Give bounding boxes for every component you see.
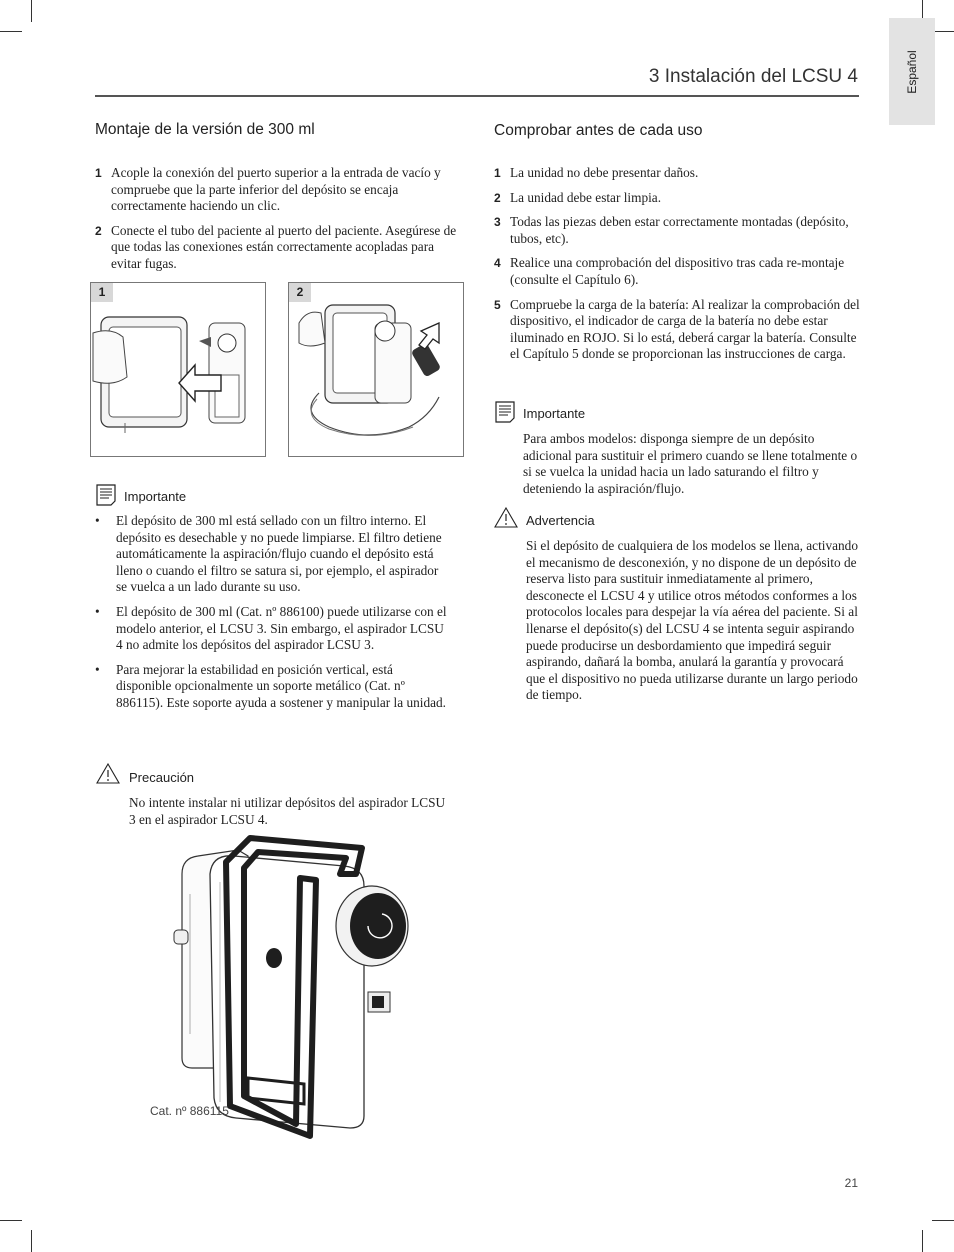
crop-mark xyxy=(31,0,32,22)
step-text: Conecte el tubo del paciente al puerto del paciente. Asegúrese de que todas las conexiones están correctamente acopladas para evitar fugas. xyxy=(111,222,457,271)
bullet-text: El depósito de 300 ml (Cat. nº 886100) puede utilizarse con el modelo anterior, el LCSU 3. Sin embargo, el aspirador LCSU 4 no admite los depósitos del aspirador LCSU 3. xyxy=(116,603,447,653)
caution-text: No intente instalar ni utilizar depósitos del aspirador LCSU 3 en el aspirador LCSU 4. xyxy=(129,795,446,827)
step-item xyxy=(95,165,463,215)
step-item xyxy=(95,223,463,273)
device-stand-illustration xyxy=(160,834,420,1140)
crop-mark xyxy=(31,1230,32,1252)
figure-2 xyxy=(288,282,464,457)
header-rule xyxy=(95,95,859,97)
step-number: 2 xyxy=(95,223,102,238)
figure-2-illustration xyxy=(289,283,463,456)
important-text: Para ambos modelos: disponga siempre de un depósito adicional para sustituir el primero cuando se llene totalmente o si se vuelca la unidad hacia un lado saturando el filtro y deteniendo la aspiración/flujo. xyxy=(523,431,858,496)
warning-label: Advertencia xyxy=(526,513,595,528)
crop-mark xyxy=(0,31,22,32)
crop-mark xyxy=(932,1220,954,1221)
step-text: La unidad debe estar limpia. xyxy=(510,189,662,205)
caution-label: Precaución xyxy=(129,770,195,785)
note-icon xyxy=(494,401,516,423)
bullet-text: Para mejorar la estabilidad en posición vertical, está disponible opcionalmente un soporte metálico (Cat. nº 886115). Este soporte ayuda a sostener y manipular la unidad. xyxy=(116,661,446,710)
step-number: 2 xyxy=(494,190,501,205)
crop-mark xyxy=(922,1230,923,1252)
page-number: 21 xyxy=(844,1176,858,1190)
step-number: 4 xyxy=(494,256,501,271)
important-label: Importante xyxy=(523,406,586,421)
crop-mark xyxy=(932,31,954,32)
step-text: Todas las piezas deben estar correctamente montadas (depósito, tubos, etc). xyxy=(510,214,849,246)
figure-2-tag: 2 xyxy=(289,283,311,302)
step-text: Acople la conexión del puerto superior a la entrada de vacío y compruebe que la parte inferior del depósito se encaja correctamente haciendo un clic. xyxy=(111,165,441,214)
step-item xyxy=(494,165,862,182)
important-bullets xyxy=(95,513,447,720)
right-heading: Comprobar antes de cada uso xyxy=(494,122,703,139)
important-label: Importante xyxy=(124,489,187,504)
step-text: Compruebe la carga de la batería: Al realizar la comprobación del dispositivo, el indicador de carga de la batería no debe estar iluminado en ROJO. Si lo está, deberá cargar la batería. Consulte el Capítulo 5 donde se proporcionan las instrucciones de carga. xyxy=(510,296,860,362)
note-icon xyxy=(95,484,117,506)
figure-1-tag: 1 xyxy=(91,283,113,302)
warning-text: Si el depósito de cualquiera de los modelos se llena, activando el mecanismo de desconexión, y no dispone de un depósito de reserva listo para sustituir inmediatamente al primero, desconecte el LCSU 4 y utilice otros métodos conformes a los protocolos locales para despejar la vía aérea del paciente. Si al llenarse el depósito(s) del LCSU 4 se intenta seguir aspirando puede producirse un desbordamiento que impedirá seguir aspirando, dañará la bomba, anulará la garantía y provocará que el dispositivo no pueda utilizarse durante un largo periodo de tiempo. xyxy=(526,538,858,703)
language-tab xyxy=(889,18,935,125)
step-text: La unidad no debe presentar daños. xyxy=(510,165,699,180)
step-number: 5 xyxy=(494,297,501,312)
figure-1-illustration xyxy=(91,283,265,456)
assembly-steps xyxy=(95,165,463,281)
bullet-item: • Para mejorar la estabilidad en posición vertical, está disponible opcionalmente un soporte metálico (Cat. nº 886115). Este soporte ayuda a sostener y manipular la unidad. xyxy=(95,661,446,710)
figure-caption: Cat. nº 886115 xyxy=(150,1104,229,1118)
step-number: 3 xyxy=(494,215,501,230)
language-tab-label: Español xyxy=(905,49,919,94)
figure-1 xyxy=(90,282,266,457)
bullet-item: • El depósito de 300 ml (Cat. nº 886100) puede utilizarse con el modelo anterior, el LCSU 3. Sin embargo, el aspirador LCSU 4 no admite los depósitos del aspirador LCSU 3. xyxy=(95,603,447,653)
step-item xyxy=(494,214,862,247)
left-heading: Montaje de la versión de 300 ml xyxy=(95,121,315,138)
step-number: 1 xyxy=(95,166,102,180)
chapter-title: 3 Instalación del LCSU 4 xyxy=(648,66,858,87)
step-item xyxy=(494,255,862,288)
crop-mark xyxy=(0,1220,22,1221)
caution-icon xyxy=(96,763,120,784)
bullet-item: • El depósito de 300 ml está sellado con un filtro interno. El depósito es desechable y no puede limpiarse. El filtro detiene automáticamente la aspiración/flujo cuando el depósito está lleno o cuando el filtro se satura si, por ejemplo, el aspirador se vuelca a un lado durante su uso. xyxy=(95,513,442,595)
step-number: 1 xyxy=(494,166,501,180)
check-steps xyxy=(494,165,862,371)
step-item xyxy=(494,297,862,363)
bullet-text: El depósito de 300 ml está sellado con un filtro interno. El depósito es desechable y no puede limpiarse. El filtro detiene automáticamente la aspiración/flujo cuando el depósito está lleno o cuando el filtro se satura si, por ejemplo, el aspirador se vuelca a un lado durante su uso. xyxy=(116,513,442,595)
warning-icon xyxy=(494,507,518,528)
step-item xyxy=(494,190,862,207)
step-text: Realice una comprobación del dispositivo tras cada re-montaje (consulte el Capítulo 6). xyxy=(510,255,845,287)
